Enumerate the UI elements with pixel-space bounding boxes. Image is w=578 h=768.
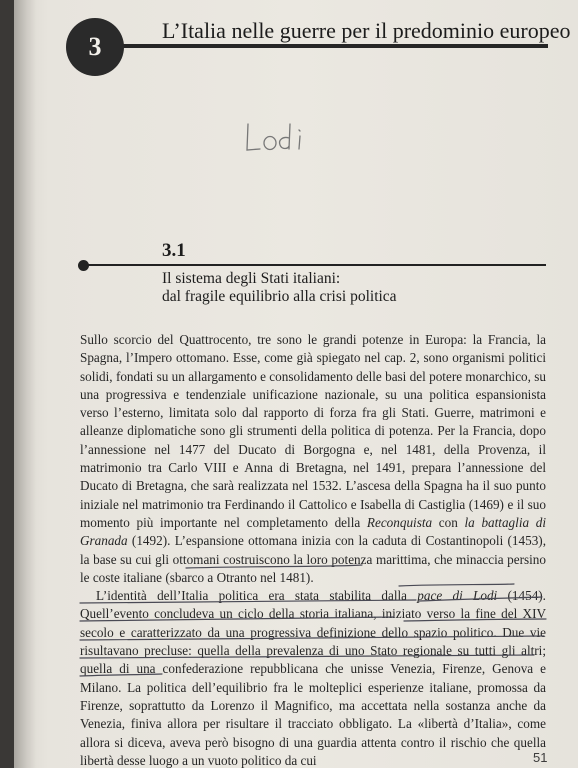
text-run: con (432, 514, 465, 530)
section-bullet-dot (78, 260, 89, 271)
body-text (80, 331, 546, 768)
italic-text-run: la battaglia di Granada (80, 514, 547, 549)
book-page (14, 0, 578, 768)
italic-text-run: pace di Lodi (417, 588, 498, 604)
text-run: Sullo scorcio del Quattrocento, tre sono le grandi potenze in Europa: la Francia, la Spagna, l’Impero ottomano. Esse, come già spiegato nel cap. 2, sono organismi politici solidi, fondati su un allargamento e consolidamento delle basi del potere monarchico, su una progressiva e tendenziale unificazione nazionale, su una politica espansionista verso l’esterno, limitata solo dal rapporto di forza fra gli Stati. Guerre, matrimoni e alleanze diplomatiche sono gli strumenti della politica di potenza. Per la Francia, dopo l’annessione nel 1477 del Ducato di Borgogna e, nel 1481, della Provenza, il matrimonio tra Carlo VIII e Anna di Bretagna, nel 1491, prepara l’annessione del Ducato di Bretagna, che sarà realizzata nel 1532. L’ascesa della Spagna ha il suo punto iniziale nel matrimonio tra Ferdinando il Cattolico e Isabella di Castiglia (1469) e il suo momento più importante nel completamento della (80, 332, 546, 530)
section-number: 3.1 (162, 240, 186, 261)
page-gutter-shadow (14, 0, 36, 768)
paragraph-1 (80, 331, 546, 587)
paragraph-2 (80, 587, 546, 768)
text-run: L’identità dell’Italia politica era stata stabilita dalla (96, 588, 418, 604)
page-number: 51 (533, 750, 548, 765)
section-title-line2: dal fragile equilibrio alla crisi politica (162, 288, 397, 305)
handwritten-note-lodi (240, 118, 310, 158)
text-run: (1492). L’espansione ottomana inizia con la caduta di Costantinopoli (1453), la base su cui gli ottomani costruiscono la loro potenza marittima, che minaccia persino le coste italiane (sbarco a Otranto nel 1481). (80, 533, 546, 585)
section-title-line1: Il sistema degli Stati italiani: (162, 270, 341, 287)
chapter-title: L’Italia nelle guerre per il predominio europeo (162, 18, 571, 43)
section-title (162, 270, 397, 306)
section-heading-rule (84, 264, 546, 266)
italic-text-run: Reconquista (366, 514, 433, 530)
chapter-number-badge: 3 (66, 18, 124, 76)
text-run: (1454). Quell’evento concludeva un ciclo della storia italiana, iniziato verso la fine del XIV secolo e caratterizzato da una progressiva definizione dello spazio politico. Due vie risultavano precluse: quella della prevalenza di uno Stato regionale su tutti gli altri; quella di una confederazione repubblicana che unisse Venezia, Firenze, Genova e Milano. La politica dell’equilibrio fra le molteplici esperienze italiane, promossa da Firenze, soprattutto da Lorenzo il Magnifico, ma accettata nella sostanza anche da Venezia, finiva allora per risultare il tracciato obbligato. La «libertà d’Italia», come allora si diceva, aveva però bisogno di una guardia attenta contro il rischio che quella libertà desse luogo a un vuoto politico da cui (80, 588, 546, 768)
chapter-heading-rule (114, 44, 548, 48)
